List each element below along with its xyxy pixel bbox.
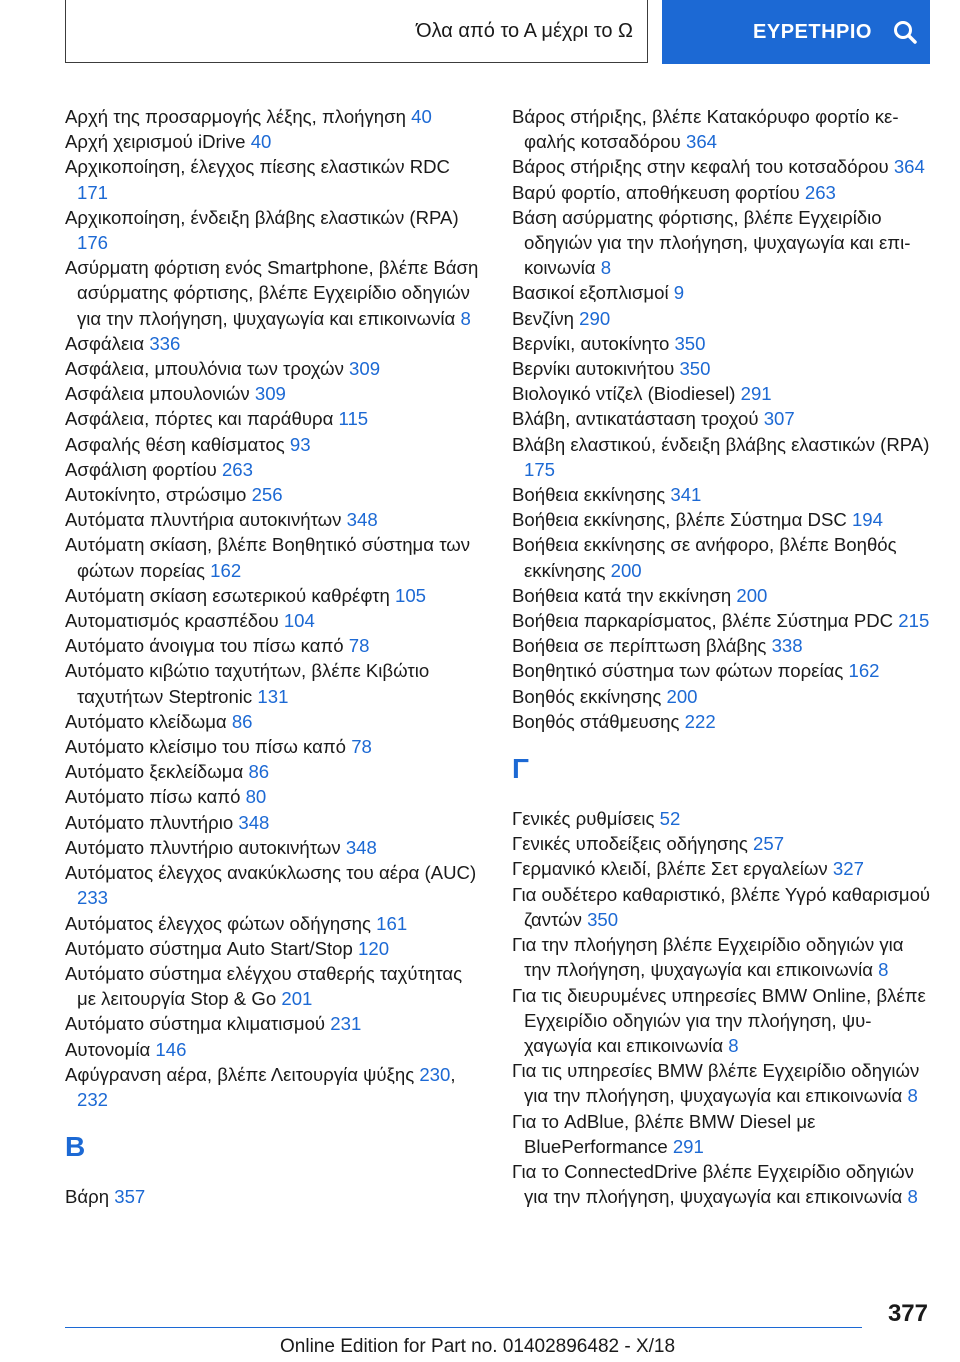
page-link[interactable]: 40	[411, 106, 432, 127]
index-entry	[65, 608, 485, 633]
index-entry-text: Αυτόματο κλείσιμο του πίσω καπό	[65, 736, 347, 758]
index-entry	[512, 507, 932, 532]
breadcrumb: Όλα από το Α μέχρι το Ω	[416, 19, 633, 42]
index-entry	[512, 709, 932, 734]
index-entry	[65, 1011, 485, 1036]
index-entry	[512, 806, 932, 831]
page-link[interactable]: 350	[674, 332, 706, 354]
index-entry-text: Αρχικοποίηση, ένδειξη βλάβης ελαστικών (RPA)	[65, 206, 459, 228]
index-entry-text: Βάρος στήριξης στην κεφαλή του κοτσαδόρου	[512, 156, 889, 178]
index-entry	[65, 457, 485, 482]
page-link[interactable]: 194	[851, 509, 883, 531]
index-entry-text: Βασικοί εξοπλισμοί	[512, 282, 669, 304]
index-entry	[512, 104, 932, 154]
page-link[interactable]: 257	[753, 833, 785, 855]
index-entry	[65, 154, 485, 204]
index-entry-text: Για την πλοήγηση βλέπε Εγχειρίδιο οδηγιών για την πλοήγηση, ψυχαγωγία και επικοινωνία	[512, 934, 904, 981]
page-link[interactable]: 8	[878, 959, 889, 981]
index-entry	[512, 280, 932, 305]
index-entry	[65, 482, 485, 507]
index-column-right	[512, 104, 932, 1209]
index-entry-text: Βοήθεια εκκίνησης	[512, 484, 666, 506]
index-entry-text: Ασφάλεια, μπουλόνια των τροχών	[65, 358, 344, 380]
page-link[interactable]: 9	[673, 282, 685, 304]
index-entry	[65, 709, 485, 734]
index-entry-text: Αυτονομία	[65, 1038, 151, 1060]
index-entry	[512, 381, 932, 406]
index-entry	[65, 835, 485, 860]
index-entry	[65, 255, 485, 331]
page-link[interactable]: 309	[349, 358, 381, 380]
page-link[interactable]: 263	[221, 458, 253, 480]
page-link[interactable]: 200	[610, 559, 642, 581]
index-entry	[65, 734, 485, 759]
index-entry-text: Βάση ασύρματης φόρτισης, βλέπε Εγχειρίδιο οδηγιών για την πλοήγηση, ψυχαγωγία και επικοινωνία	[512, 206, 911, 279]
page-link[interactable]: 309	[254, 383, 286, 405]
index-entry	[512, 633, 932, 658]
page-link[interactable]: 350	[587, 908, 619, 930]
page-link[interactable]: 291	[672, 1135, 704, 1157]
index-entry-text: Ασφαλής θέση καθίσματος	[65, 433, 285, 455]
page-link[interactable]: 348	[345, 836, 377, 858]
page-link[interactable]: 201	[281, 988, 313, 1010]
index-entry-text: Αυτόματος έλεγχος φώτων οδήγησης	[65, 912, 371, 934]
page-link[interactable]: 86	[248, 761, 270, 783]
index-entry-text: Αυτόματο πίσω καπό	[65, 786, 241, 808]
index-entry-text: Ασύρματη φόρτιση ενός Smartphone, βλέπε Βάση ασύρματης φόρτισης, βλέπε Εγχειρίδιο οδηγιών για την πλοήγηση, ψυχαγωγία και επικοινωνία	[65, 257, 479, 329]
index-tab[interactable]	[662, 0, 930, 64]
page-link[interactable]: 263	[804, 181, 836, 203]
index-entry	[65, 104, 485, 129]
index-entry	[65, 961, 485, 1011]
page-link[interactable]: 357	[114, 1186, 146, 1208]
page-link[interactable]: 231	[330, 1013, 362, 1035]
index-entry	[65, 129, 485, 154]
index-entry-text: Ασφάλεια	[65, 332, 145, 354]
index-entry	[512, 831, 932, 856]
page-link[interactable]: 162	[210, 559, 242, 581]
index-entry-text: Αυτόματο σύστημα ελέγχου σταθερής ταχύτητας με λειτουργία Stop & Go	[65, 962, 463, 1010]
index-entry-text: Βάρη	[65, 1186, 110, 1208]
index-entry	[65, 936, 485, 961]
page-link[interactable]: 336	[149, 332, 181, 354]
footer-divider	[65, 1327, 862, 1328]
page-link[interactable]: 171	[77, 181, 109, 203]
page-link[interactable]: 8	[728, 1034, 739, 1056]
index-entry	[512, 331, 932, 356]
index-entry-text: Αφύγρανση αέρα, βλέπε Λειτουργία ψύξης	[65, 1063, 415, 1085]
page-link[interactable]: 348	[346, 509, 378, 531]
index-entry-text: Βλάβη ελαστικού, ένδειξη βλάβης ελαστικών (RPA)	[512, 433, 930, 455]
index-entry	[65, 1037, 485, 1062]
index-entry	[512, 684, 932, 709]
index-entry-text: Βοήθεια εκκίνησης σε ανήφορο, βλέπε Βοηθός εκκίνησης	[512, 534, 897, 581]
index-entry-text: Ασφάλεια μπουλονιών	[65, 383, 250, 405]
footer-edition: Online Edition for Part no. 01402896482 - X/18	[280, 1336, 676, 1357]
page-link[interactable]: 78	[348, 635, 370, 657]
page-header	[65, 0, 930, 64]
search-icon[interactable]	[892, 19, 918, 45]
page-link[interactable]: 291	[740, 383, 772, 405]
index-entry	[65, 356, 485, 381]
index-entry-text: Αρχή της προσαρμογής λέξης, πλοήγηση	[65, 106, 406, 127]
index-entry	[65, 507, 485, 532]
index-entry	[65, 432, 485, 457]
index-entry-text: Βοήθεια σε περίπτωση βλάβης	[512, 635, 767, 657]
page-link[interactable]: 78	[351, 736, 372, 758]
index-entry-text: Γενικές υποδείξεις οδήγησης	[512, 833, 748, 855]
page-link[interactable]: 80	[245, 786, 267, 808]
index-entry-text: Αυτοκίνητο, στρώσιμο	[65, 484, 247, 506]
page-link[interactable]: 348	[238, 811, 270, 833]
index-entry	[65, 205, 485, 255]
index-entry-text: Βοηθός εκκίνησης	[512, 685, 662, 707]
index-entry-text: Αυτόματο κιβώτιο ταχυτήτων, βλέπε Κιβώτιο ταχυτήτων Steptronic	[65, 660, 430, 707]
page-link[interactable]: 115	[338, 408, 369, 430]
index-entry	[512, 882, 932, 932]
index-entry-text: Για τις διευρυμένες υπηρεσίες BMW Online, βλέπε Εγχειρίδιο οδηγιών για την πλοήγηση, ψυχαγωγία και επικοινωνία	[512, 984, 926, 1056]
index-entry	[65, 331, 485, 356]
index-entry-text: Βερνίκι, αυτοκίνητο	[512, 332, 670, 354]
index-entry-text: Αυτοματισμός κρασπέδου	[65, 610, 279, 632]
index-entry	[512, 180, 932, 205]
index-entry-text: Βοήθεια εκκίνησης, βλέπε Σύστημα DSC	[512, 509, 847, 531]
page-link[interactable]: 364	[893, 156, 925, 178]
page-link[interactable]: 215	[898, 610, 930, 632]
index-entry-text: Αυτόματο άνοιγμα του πίσω καπό	[65, 635, 344, 657]
index-entry-text: Ασφάλιση φορτίου	[65, 458, 217, 480]
page-link[interactable]: 86	[231, 710, 253, 732]
index-entry-text: Βαρύ φορτίο, αποθήκευση φορτίου	[512, 181, 800, 203]
page-link[interactable]: 161	[376, 912, 408, 934]
index-entry-text: Για ουδέτερο καθαριστικό, βλέπε Υγρό καθαρισμού ζαντών	[512, 883, 931, 930]
index-entry	[512, 205, 932, 281]
index-entry	[512, 1159, 932, 1209]
page-link[interactable]: 176	[77, 232, 109, 254]
page-link[interactable]: 290	[579, 307, 611, 329]
index-entry	[65, 381, 485, 406]
index-entry	[65, 583, 485, 608]
page-link[interactable]: 93	[289, 433, 311, 455]
index-entry	[65, 810, 485, 835]
index-entry-text: Για τις υπηρεσίες BMW βλέπε Εγχειρίδιο οδηγιών για την πλοήγηση, ψυχαγωγία και επικοινωνία	[512, 1060, 920, 1107]
page-link[interactable]: 120	[358, 937, 390, 959]
page-link[interactable]: 162	[848, 660, 880, 682]
page-link[interactable]: 307	[763, 408, 795, 430]
index-entry-text: Βοήθεια παρκαρίσματος, βλέπε Σύστημα PDC	[512, 610, 894, 632]
page-link[interactable]: 8	[600, 257, 612, 279]
index-letter-heading: Γ	[512, 753, 529, 785]
section-title: ΕΥΡΕΤΗΡΙΟ	[753, 20, 872, 43]
index-entry-text: Αυτόματη σκίαση εσωτερικού καθρέφτη	[65, 584, 390, 606]
index-entry-text: Για το AdBlue, βλέπε BMW Diesel με BluePerformance	[512, 1110, 816, 1157]
page-link[interactable]: 52	[659, 808, 681, 830]
index-entry-text: Αυτόματο κλείδωμα	[65, 710, 227, 732]
index-entry	[512, 306, 932, 331]
index-entry: Αφύγρανση αέρα, βλέπε Λειτουργία ψύξης 230, 232	[65, 1063, 456, 1110]
index-entry	[65, 911, 485, 936]
index-entry	[65, 860, 485, 910]
index-entry	[512, 983, 932, 1059]
page-link[interactable]: 40	[250, 131, 272, 153]
page-link[interactable]: 350	[679, 358, 711, 380]
index-entry	[512, 432, 932, 482]
page-link[interactable]: 131	[257, 685, 289, 707]
index-entry-text: Αυτόματο πλυντήριο	[65, 811, 234, 833]
index-entry-text: Βενζίνη	[512, 307, 574, 329]
index-entry-text: Βιολογικό ντίζελ (Biodiesel)	[512, 383, 736, 405]
index-entry	[65, 633, 485, 658]
index-entry	[512, 608, 932, 633]
index-entry	[512, 406, 932, 431]
index-entry	[65, 532, 485, 582]
index-entry-text: Αρχή χειρισμού iDrive	[65, 131, 246, 153]
page-link[interactable]: 146	[155, 1038, 187, 1060]
index-entry-text: Για το ConnectedDrive βλέπε Εγχειρίδιο οδηγιών για την πλοήγηση, ψυχαγωγία και επικοινωνία	[512, 1160, 914, 1208]
page-link[interactable]: 327	[832, 858, 864, 880]
index-entry-text: Βοηθητικό σύστημα των φώτων πορείας	[512, 660, 844, 682]
index-entry-text: Βοήθεια κατά την εκκίνηση	[512, 584, 732, 606]
index-entry-text: Αυτόματος έλεγχος ανακύκλωσης του αέρα (AUC)	[65, 862, 477, 884]
index-entry	[65, 784, 485, 809]
index-entry-text: Αυτόματο σύστημα Auto Start/Stop	[65, 937, 353, 959]
index-entry	[512, 932, 932, 982]
page-link[interactable]: 338	[771, 635, 803, 657]
page-link[interactable]: 8	[907, 1186, 918, 1208]
index-entry	[65, 658, 485, 708]
page-link[interactable]: 341	[670, 484, 702, 506]
page-number: 377	[887, 1300, 928, 1327]
index-entry	[512, 356, 932, 381]
page-link[interactable]: 364	[685, 131, 718, 153]
index-entry-text: Αρχικοποίηση, έλεγχος πίεσης ελαστικών RDC	[65, 156, 450, 178]
index-entry-text: Αυτόματο ξεκλείδωμα	[65, 761, 244, 783]
index-entry-text: Αυτόματο πλυντήριο αυτοκινήτων	[65, 836, 341, 858]
page-link[interactable]: 8	[460, 307, 471, 329]
index-entry	[512, 658, 932, 683]
index-entry-text: Βλάβη, αντικατάσταση τροχού	[512, 408, 759, 430]
page-link[interactable]: 175	[524, 458, 556, 480]
index-entry-text: Ασφάλεια, πόρτες και παράθυρα	[65, 408, 334, 430]
index-entry-text: Γενικές ρυθμίσεις	[512, 808, 655, 830]
index-entry	[65, 1184, 485, 1209]
index-entry-text: Αυτόματα πλυντήρια αυτοκινήτων	[65, 509, 342, 531]
index-entry	[512, 856, 932, 881]
page-link[interactable]: 233	[77, 887, 109, 909]
page-link[interactable]: 200	[666, 685, 698, 707]
index-entry-text: Γερμανικό κλειδί, βλέπε Σετ εργαλείων	[512, 858, 828, 880]
page-link[interactable]: 200	[736, 584, 768, 606]
breadcrumb-tab[interactable]	[65, 0, 648, 63]
index-entry	[512, 1058, 932, 1108]
index-entry	[512, 154, 932, 179]
page-link[interactable]: 8	[907, 1085, 918, 1107]
index-entry-text: Βερνίκι αυτοκινήτου	[512, 358, 675, 380]
page-link[interactable]: 256	[251, 484, 283, 506]
page-link[interactable]: 232	[77, 1088, 109, 1110]
index-column-left	[65, 104, 485, 1209]
page-link[interactable]: 105	[395, 584, 427, 606]
index-entry-text: Αυτόματο σύστημα κλιματισμού	[65, 1013, 326, 1035]
index-entry	[512, 1109, 932, 1159]
index-entry-text: Βοηθός στάθμευσης	[512, 710, 680, 732]
index-entry	[512, 482, 932, 507]
index-entry	[65, 406, 485, 431]
index-entry-text: Βάρος στήριξης, βλέπε Κατακόρυφο φορτίο κεφαλής κοτσαδόρου	[512, 106, 899, 153]
page-link[interactable]: 104	[283, 610, 315, 632]
index-entry	[65, 759, 485, 784]
page-link[interactable]: 222	[684, 710, 716, 732]
index-entry	[512, 532, 932, 582]
index-letter-heading: Β	[65, 1131, 86, 1163]
index-entry-text: Αυτόματη σκίαση, βλέπε Βοηθητικό σύστημα των φώτων πορείας	[65, 534, 471, 581]
page-link[interactable]: 230	[419, 1063, 451, 1085]
index-entry	[512, 583, 932, 608]
